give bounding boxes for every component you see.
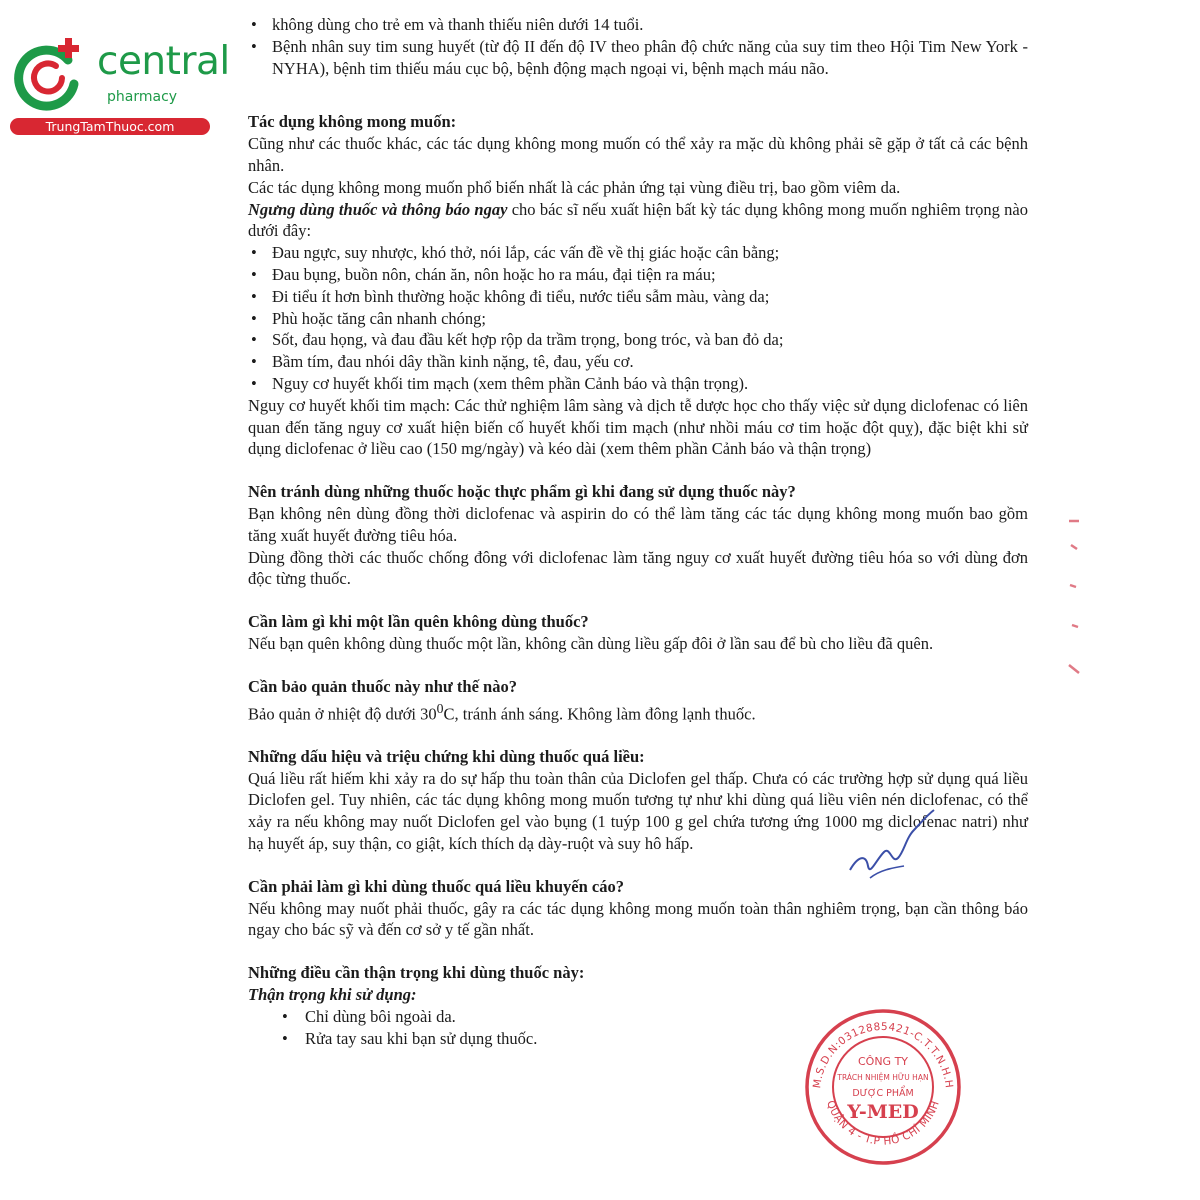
paragraph: Nếu không may nuốt phải thuốc, gây ra các tác dụng không mong muốn toàn thân nghiêm trọng, bạn cần thông báo ngay cho bác sỹ và đến cơ sở y tế gần nhất.	[248, 898, 1028, 940]
stamp-line: TRÁCH NHIỆM HỮU HẠN	[837, 1073, 929, 1082]
paragraph-text: C, tránh ánh sáng. Không làm đông lạnh thuốc.	[443, 704, 756, 724]
section-heading: Cần làm gì khi một lần quên không dùng thuốc?	[248, 612, 589, 632]
list-item: • Đau bụng, buồn nôn, chán ăn, nôn hoặc ho ra máu, đại tiện ra máu;	[248, 264, 1028, 286]
serious-effects-list	[248, 242, 1028, 395]
paragraph: Bạn không nên dùng đồng thời diclofenac và aspirin do có thể làm tăng các tác dụng không mong muốn bao gồm tăng xuất huyết đường tiêu hóa.	[248, 503, 1028, 545]
storage-section	[248, 676, 1028, 725]
paragraph: Nguy cơ huyết khối tim mạch: Các thử nghiệm lâm sàng và dịch tễ dược học cho thấy việc sử dụng diclofenac có liên quan đến tăng nguy cơ xuất hiện biến cố huyết khối tim mạch (như nhồi máu cơ tim hoặc đột quỵ), đặc biệt khi sử dụng diclofenac ở liều cao (150 mg/ngày) và kéo dài (xem thêm phần Cảnh báo và thận trọng)	[248, 395, 1028, 459]
stamp-company-name: Y-MED	[847, 1101, 919, 1123]
logo-sub-name: pharmacy	[107, 89, 178, 105]
list-item: • Đi tiểu ít hơn bình thường hoặc không đi tiểu, nước tiểu sẫm màu, vàng da;	[248, 286, 1028, 308]
missed-dose-section	[248, 611, 1028, 655]
side-effects-section	[248, 111, 1028, 460]
paragraph	[248, 199, 1028, 243]
list-item: • không dùng cho trẻ em và thanh thiếu niên dưới 14 tuổi.	[248, 14, 1028, 36]
paragraph-text: Bảo quản ở nhiệt độ dưới 30	[248, 704, 437, 724]
stamp-ring-bottom-text: QUẬN 4 - T.P HỒ CHÍ MINH	[824, 1098, 942, 1148]
section-subheading: Thận trọng khi sử dụng:	[248, 984, 417, 1004]
central-pharmacy-logo[interactable]	[10, 38, 230, 138]
section-heading: Nên tránh dùng những thuốc hoặc thực phẩm gì khi đang sử dụng thuốc này?	[248, 482, 796, 502]
emphasis-text: Ngưng dùng thuốc và thông báo ngay	[248, 199, 508, 219]
logo-site-link[interactable]: TrungTamThuoc.com	[10, 118, 210, 135]
list-item: • Bầm tím, đau nhói dây thần kinh nặng, tê, đau, yếu cơ.	[248, 351, 1028, 373]
paragraph: Cũng như các thuốc khác, các tác dụng không mong muốn có thể xảy ra mặc dù không phải sẽ gặp ở tất cả các bệnh nhân.	[248, 134, 1028, 175]
stamp-ring-text: M.S.D.N:0312885421-C.T.T.N.H.H	[811, 1020, 955, 1090]
paragraph: Dùng đồng thời các thuốc chống đông với diclofenac làm tăng nguy cơ xuất huyết đường tiêu hóa so với dùng đơn độc từng thuốc.	[248, 547, 1028, 589]
list-item: • Phù hoặc tăng cân nhanh chóng;	[248, 308, 1028, 330]
stamp-line: DƯỢC PHẨM	[852, 1088, 914, 1099]
company-stamp	[798, 1003, 968, 1165]
stamp-line: CÔNG TY	[857, 1055, 909, 1068]
avoid-section	[248, 481, 1028, 590]
paragraph-text: cho bác sĩ nếu xuất hiện bất kỳ tác dụng không mong muốn nghiêm trọng nào dưới đây:	[248, 199, 1028, 241]
section-heading: Cần phải làm gì khi dùng thuốc quá liều khuyến cáo?	[248, 876, 624, 896]
list-item: • Nguy cơ huyết khối tim mạch (xem thêm phần Cảnh báo và thận trọng).	[248, 373, 1028, 395]
paragraph: Các tác dụng không mong muốn phổ biến nhất là các phản ứng tại vùng điều trị, bao gồm viêm da.	[248, 177, 901, 197]
logo-brand-name: central	[97, 39, 230, 84]
section-heading: Cần bảo quản thuốc này như thế nào?	[248, 676, 517, 696]
list-item: • Sốt, đau họng, và đau đầu kết hợp rộp da trầm trọng, bong tróc, và ban đỏ da;	[248, 329, 1028, 351]
list-item: • Rửa tay sau khi bạn sử dụng thuốc.	[248, 1028, 1028, 1050]
page-edge-marks-icon	[1063, 515, 1085, 685]
degree-superscript: 0	[436, 700, 444, 716]
signature-icon	[840, 808, 940, 898]
list-item: • Bệnh nhân suy tim sung huyết (từ độ II đến độ IV theo phân độ chức năng của suy tim theo Hội Tim New York - NYHA), bệnh tim thiếu máu cục bộ, bệnh động mạch ngoại vi, bệnh mạch máu não.	[248, 36, 1028, 80]
section-heading: Tác dụng không mong muốn:	[248, 112, 457, 132]
pharmacy-cross-icon	[10, 38, 88, 116]
paragraph: Quá liều rất hiếm khi xảy ra do sự hấp thu toàn thân của Diclofen gel thấp. Chưa có các trường hợp sử dụng quá liều Diclofen gel. Tuy nhiên, các tác dụng không mong muốn tương tự như khi dùng quá liều viên nén diclofenac, có thể xảy ra nếu không may nuốt Diclofen gel vào bụng (1 tuýp 100 g gel chứa tương ứng 1000 mg diclofenac natri) như hạ huyết áp, suy thận, co giật, kích thích dạ dày-ruột và suy hô hấp.	[248, 768, 1028, 853]
paragraph: Nếu bạn quên không dùng thuốc một lần, không cần dùng liều gấp đôi ở lần sau để bù cho liều đã quên.	[248, 633, 934, 653]
contraindication-list	[248, 14, 1028, 79]
list-item: • Chỉ dùng bôi ngoài da.	[248, 1006, 1028, 1028]
section-heading: Những dấu hiệu và triệu chứng khi dùng thuốc quá liều:	[248, 746, 645, 766]
list-item: • Đau ngực, suy nhược, khó thở, nói lắp, các vấn đề về thị giác hoặc cân bằng;	[248, 242, 1028, 264]
paragraph	[248, 698, 1028, 725]
section-heading: Những điều cần thận trọng khi dùng thuốc này:	[248, 963, 585, 983]
